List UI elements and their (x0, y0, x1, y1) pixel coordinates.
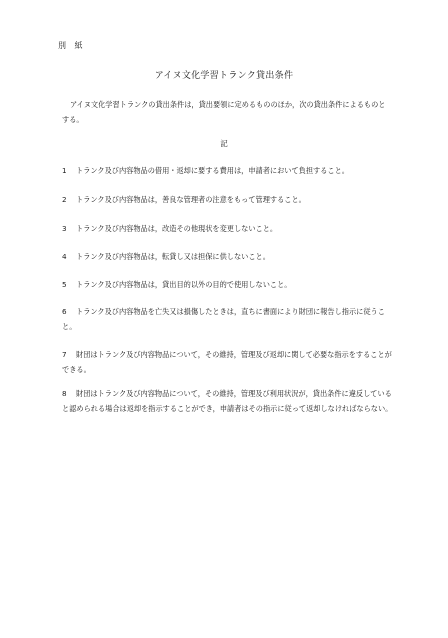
clause-text: トランク及び内容物品は，善良な管理者の注意をもって管理すること。 (76, 195, 306, 204)
clause-number: 8 (62, 389, 67, 398)
clause-number: 6 (62, 307, 67, 316)
clause-8 (62, 387, 394, 416)
intro-paragraph: アイヌ文化学習トランクの貸出条件は，貸出要領に定めるもののほか，次の貸出条件によるものとする。 (62, 100, 386, 124)
clause-number: 1 (62, 166, 67, 175)
clause-7 (62, 348, 394, 377)
clause-1 (62, 164, 394, 179)
clause-number: 7 (62, 350, 67, 359)
clause-text: トランク及び内容物品は，転貸し又は担保に供しないこと。 (76, 252, 270, 261)
annex-label: 別 紙 (58, 41, 86, 50)
clause-3 (62, 222, 394, 237)
clause-number: 3 (62, 224, 67, 233)
clause-text: トランク及び内容物品の借用・返却に要する費用は，申請者において負担すること。 (76, 166, 349, 175)
clause-number: 2 (62, 195, 67, 204)
clause-6 (62, 305, 394, 334)
ki-heading: 記 (220, 139, 228, 148)
clause-text: トランク及び内容物品は，改造その他現状を変更しないこと。 (76, 224, 278, 233)
clause-number: 4 (62, 252, 67, 261)
clause-2 (62, 193, 394, 208)
clause-text: 財団はトランク及び内容物品について，その維持，管理及び返却に関して必要な指示をすることができる。 (62, 350, 392, 374)
clause-text: トランク及び内容物品を亡失又は損傷したときは，直ちに書面により財団に報告し指示に従うこと。 (62, 307, 385, 331)
clause-text: トランク及び内容物品は，貸出目的以外の目的で使用しないこと。 (76, 280, 292, 289)
clause-text: 財団はトランク及び内容物品について，その維持，管理及び利用状況が，貸出条件に違反していると認められる場合は返却を指示することができ，申請者はその指示に従って返却しなければならない。 (62, 389, 393, 413)
clause-number: 5 (62, 280, 67, 289)
clause-4 (62, 250, 394, 265)
clause-5 (62, 278, 394, 293)
document-title: アイヌ文化学習トランク貸出条件 (154, 71, 294, 81)
